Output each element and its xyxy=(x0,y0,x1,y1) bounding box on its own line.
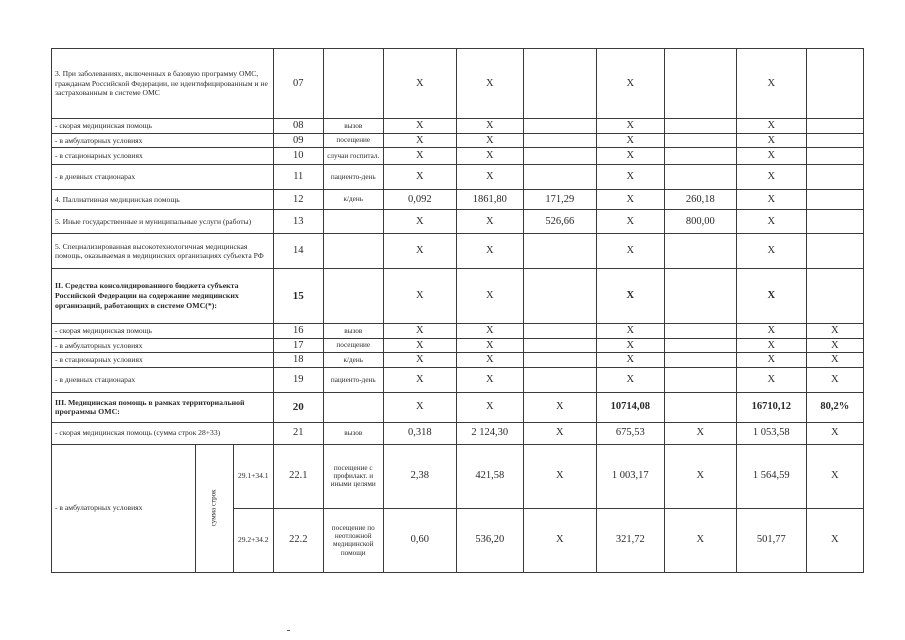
row-code: 18 xyxy=(273,353,323,368)
value-cell xyxy=(806,119,863,134)
value-cell: 0,318 xyxy=(383,422,456,444)
value-cell: X xyxy=(596,133,664,148)
value-cell: X xyxy=(456,210,523,234)
value-cell: 536,20 xyxy=(456,508,523,572)
vertical-label xyxy=(196,444,234,572)
table-row xyxy=(52,49,864,119)
value-cell xyxy=(523,338,596,353)
table-row xyxy=(52,392,864,422)
value-cell: X xyxy=(736,367,806,392)
value-cell: X xyxy=(596,324,664,339)
value-cell xyxy=(806,165,863,190)
value-cell: X xyxy=(383,367,456,392)
value-cell: X xyxy=(383,392,456,422)
row-name: - в амбулаторных условиях xyxy=(52,444,196,572)
row-code: 20 xyxy=(273,392,323,422)
value-cell: 800,00 xyxy=(664,210,736,234)
value-cell xyxy=(664,269,736,324)
row-name: - в дневных стационарах xyxy=(52,165,274,190)
value-cell: X xyxy=(736,269,806,324)
value-cell xyxy=(664,353,736,368)
row-unit: посещение xyxy=(323,338,383,353)
value-cell: X xyxy=(383,49,456,119)
row-name: - скорая медицинская помощь xyxy=(52,119,274,134)
row-unit: вызов xyxy=(323,119,383,134)
table-row xyxy=(52,190,864,210)
value-cell: X xyxy=(736,119,806,134)
value-cell: X xyxy=(736,338,806,353)
value-cell: X xyxy=(383,133,456,148)
value-cell: X xyxy=(383,165,456,190)
row-name: - в стационарных условиях xyxy=(52,148,274,165)
value-cell: X xyxy=(456,392,523,422)
value-cell: X xyxy=(596,49,664,119)
value-cell: X xyxy=(383,148,456,165)
value-cell: X xyxy=(383,234,456,269)
value-cell: X xyxy=(523,422,596,444)
table-row xyxy=(52,119,864,134)
value-cell xyxy=(523,367,596,392)
row-name: - скорая медицинская помощь (сумма строк 28+33) xyxy=(52,422,274,444)
value-cell: X xyxy=(596,234,664,269)
value-cell xyxy=(523,119,596,134)
value-cell xyxy=(806,148,863,165)
value-cell: X xyxy=(596,119,664,134)
value-cell xyxy=(664,367,736,392)
value-cell: X xyxy=(664,444,736,508)
row-ref: 29.1+34.1 xyxy=(233,444,273,508)
row-name: 5. Иные государственные и муниципальные услуги (работы) xyxy=(52,210,274,234)
value-cell: X xyxy=(596,210,664,234)
value-cell: X xyxy=(383,353,456,368)
row-name: - в стационарных условиях xyxy=(52,353,274,368)
table-row xyxy=(52,444,864,508)
value-cell: X xyxy=(736,165,806,190)
row-name: 5. Специализированная высокотехнологичная медицинская помощь, оказываемая в медицинских организациях субъекта РФ xyxy=(52,234,274,269)
row-code: 22.2 xyxy=(273,508,323,572)
value-cell xyxy=(523,269,596,324)
value-cell xyxy=(664,324,736,339)
value-cell xyxy=(523,353,596,368)
value-cell: X xyxy=(596,190,664,210)
value-cell: X xyxy=(664,422,736,444)
value-cell xyxy=(664,165,736,190)
value-cell: 10714,08 xyxy=(596,392,664,422)
value-cell: 2,38 xyxy=(383,444,456,508)
row-unit xyxy=(323,269,383,324)
row-unit: вызов xyxy=(323,422,383,444)
table-row xyxy=(52,133,864,148)
table-row xyxy=(52,165,864,190)
row-name: - в амбулаторных условиях xyxy=(52,338,274,353)
row-name: - в дневных стационарах xyxy=(52,367,274,392)
row-unit: пациенто-день xyxy=(323,165,383,190)
value-cell: X xyxy=(456,165,523,190)
row-unit: вызов xyxy=(323,324,383,339)
row-code: 12 xyxy=(273,190,323,210)
value-cell: X xyxy=(736,234,806,269)
value-cell: X xyxy=(456,353,523,368)
value-cell xyxy=(664,148,736,165)
row-unit xyxy=(323,234,383,269)
row-unit xyxy=(323,392,383,422)
value-cell: 675,53 xyxy=(596,422,664,444)
value-cell: 2 124,30 xyxy=(456,422,523,444)
row-unit: к/день xyxy=(323,190,383,210)
value-cell xyxy=(664,234,736,269)
value-cell: X xyxy=(596,353,664,368)
value-cell: X xyxy=(806,367,863,392)
row-code: 16 xyxy=(273,324,323,339)
value-cell: X xyxy=(806,508,863,572)
value-cell: X xyxy=(596,338,664,353)
value-cell xyxy=(523,234,596,269)
value-cell: X xyxy=(456,148,523,165)
row-unit: к/день xyxy=(323,353,383,368)
table-row xyxy=(52,324,864,339)
value-cell xyxy=(523,324,596,339)
value-cell: X xyxy=(523,508,596,572)
table-row xyxy=(52,148,864,165)
row-unit: посещение xyxy=(323,133,383,148)
value-cell: X xyxy=(736,148,806,165)
table-row xyxy=(52,269,864,324)
value-cell: 0,60 xyxy=(383,508,456,572)
row-name: III. Медицинская помощь в рамках территориальной программы ОМС: xyxy=(52,392,274,422)
value-cell xyxy=(523,165,596,190)
value-cell: X xyxy=(736,353,806,368)
row-code: 09 xyxy=(273,133,323,148)
value-cell xyxy=(664,49,736,119)
row-code: 22.1 xyxy=(273,444,323,508)
row-code: 11 xyxy=(273,165,323,190)
value-cell: X xyxy=(456,338,523,353)
row-code: 13 xyxy=(273,210,323,234)
value-cell: X xyxy=(596,165,664,190)
value-cell: X xyxy=(456,133,523,148)
value-cell: X xyxy=(736,190,806,210)
row-code: 10 xyxy=(273,148,323,165)
financing-table xyxy=(51,48,864,573)
value-cell: 171,29 xyxy=(523,190,596,210)
row-code: 19 xyxy=(273,367,323,392)
value-cell xyxy=(523,49,596,119)
row-code: 14 xyxy=(273,234,323,269)
table-row xyxy=(52,367,864,392)
value-cell: X xyxy=(523,444,596,508)
table-row xyxy=(52,234,864,269)
scan-mark xyxy=(287,630,290,631)
value-cell: X xyxy=(596,367,664,392)
row-code: 15 xyxy=(273,269,323,324)
value-cell xyxy=(523,148,596,165)
row-unit xyxy=(323,210,383,234)
value-cell: 501,77 xyxy=(736,508,806,572)
row-unit: посещение по неотложной медицинской помощи xyxy=(323,508,383,572)
value-cell: X xyxy=(736,49,806,119)
value-cell: X xyxy=(596,269,664,324)
value-cell: 1 053,58 xyxy=(736,422,806,444)
row-code: 08 xyxy=(273,119,323,134)
row-unit xyxy=(323,49,383,119)
value-cell: X xyxy=(806,444,863,508)
value-cell xyxy=(664,119,736,134)
row-name: II. Средства консолидированного бюджета субъекта Российской Федерации на содержание медицинских организаций, работающих в системе ОМС(*): xyxy=(52,269,274,324)
value-cell: 260,18 xyxy=(664,190,736,210)
row-code: 17 xyxy=(273,338,323,353)
row-unit: случаи госпитал. xyxy=(323,148,383,165)
value-cell: X xyxy=(596,148,664,165)
table-row xyxy=(52,422,864,444)
value-cell: X xyxy=(736,210,806,234)
value-cell: X xyxy=(456,367,523,392)
row-code: 07 xyxy=(273,49,323,119)
row-name: - скорая медицинская помощь xyxy=(52,324,274,339)
value-cell: X xyxy=(383,324,456,339)
value-cell: 1 564,59 xyxy=(736,444,806,508)
value-cell: X xyxy=(383,210,456,234)
value-cell: X xyxy=(383,338,456,353)
value-cell: X xyxy=(456,324,523,339)
value-cell: X xyxy=(456,269,523,324)
value-cell: 1 003,17 xyxy=(596,444,664,508)
value-cell: 1861,80 xyxy=(456,190,523,210)
value-cell: X xyxy=(456,119,523,134)
value-cell: X xyxy=(736,133,806,148)
value-cell: X xyxy=(383,119,456,134)
value-cell xyxy=(806,190,863,210)
value-cell xyxy=(664,392,736,422)
value-cell xyxy=(806,133,863,148)
value-cell: 16710,12 xyxy=(736,392,806,422)
value-cell: X xyxy=(456,49,523,119)
value-cell: X xyxy=(523,392,596,422)
value-cell: X xyxy=(736,324,806,339)
value-cell: 0,092 xyxy=(383,190,456,210)
value-cell xyxy=(806,234,863,269)
value-cell: X xyxy=(806,353,863,368)
value-cell: X xyxy=(806,422,863,444)
table-row xyxy=(52,338,864,353)
row-unit: посещение с профилакт. и иными целями xyxy=(323,444,383,508)
value-cell xyxy=(806,210,863,234)
value-cell xyxy=(523,133,596,148)
vertical-label-text: сумма строк xyxy=(209,489,218,527)
value-cell: X xyxy=(664,508,736,572)
row-name: - в амбулаторных условиях xyxy=(52,133,274,148)
value-cell: X xyxy=(383,269,456,324)
row-name: 4. Паллиативная медицинская помощь xyxy=(52,190,274,210)
value-cell xyxy=(664,133,736,148)
value-cell: 321,72 xyxy=(596,508,664,572)
value-cell xyxy=(806,269,863,324)
value-cell: X xyxy=(806,338,863,353)
value-cell: 526,66 xyxy=(523,210,596,234)
value-cell: X xyxy=(806,324,863,339)
row-unit: пациенто-день xyxy=(323,367,383,392)
row-ref: 29.2+34.2 xyxy=(233,508,273,572)
row-code: 21 xyxy=(273,422,323,444)
value-cell: 421,58 xyxy=(456,444,523,508)
value-cell xyxy=(664,338,736,353)
row-name: 3. При заболеваниях, включенных в базовую программу ОМС, гражданам Российской Федерации, не идентифицированным и не застрахованным в системе ОМС xyxy=(52,49,274,119)
table-row xyxy=(52,353,864,368)
table-row xyxy=(52,210,864,234)
value-cell: X xyxy=(456,234,523,269)
value-cell xyxy=(806,49,863,119)
value-cell: 80,2% xyxy=(806,392,863,422)
